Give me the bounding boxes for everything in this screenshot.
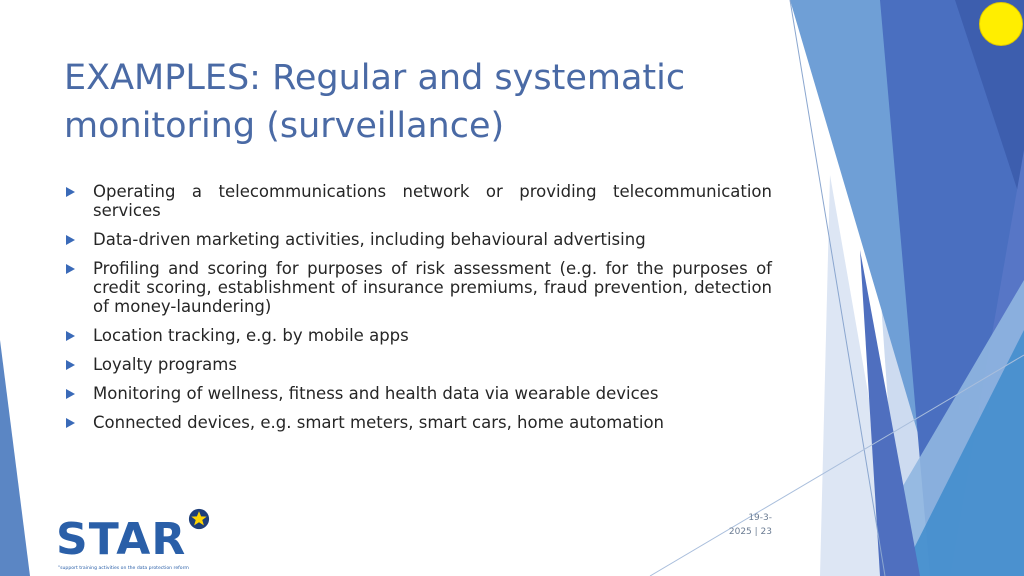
list-item bbox=[64, 355, 772, 374]
star-logo bbox=[56, 508, 216, 576]
list-item-text: Location tracking, e.g. by mobile apps bbox=[93, 326, 409, 345]
list-item-text: Loyalty programs bbox=[93, 355, 237, 374]
list-item bbox=[64, 182, 772, 220]
list-item-text: Operating a telecommunications network or providing telecommunication services bbox=[93, 182, 772, 220]
list-item-text: Profiling and scoring for purposes of risk assessment (e.g. for the purposes of credit scoring, establishment of insurance premiums, fraud prevention, detection of money-laundering) bbox=[93, 259, 772, 316]
page-title bbox=[64, 54, 744, 150]
logo-wordmark: STAR bbox=[56, 514, 187, 565]
arrow-bullet-icon bbox=[66, 389, 75, 399]
date-line-1: 19-3- bbox=[748, 513, 772, 523]
deco-left-sliver bbox=[0, 340, 30, 576]
date-line-2: 2025 | 23 bbox=[728, 527, 772, 537]
yellow-circle-icon bbox=[979, 2, 1023, 46]
arrow-bullet-icon bbox=[66, 187, 75, 197]
list-item-text: Monitoring of wellness, fitness and health data via wearable devices bbox=[93, 384, 659, 403]
slide-date-and-number bbox=[720, 511, 772, 539]
bullet-list bbox=[64, 182, 772, 442]
logo-tagline: "support training activities on the data protection reform bbox=[58, 566, 189, 571]
list-item-text: Connected devices, e.g. smart meters, smart cars, home automation bbox=[93, 413, 665, 432]
arrow-bullet-icon bbox=[66, 264, 75, 274]
list-item-text: Data-driven marketing activities, including behavioural advertising bbox=[93, 230, 646, 249]
arrow-bullet-icon bbox=[66, 360, 75, 370]
star-icon bbox=[188, 508, 210, 530]
list-item bbox=[64, 326, 772, 345]
title-line-2: monitoring (surveillance) bbox=[64, 106, 505, 146]
list-item bbox=[64, 384, 772, 403]
arrow-bullet-icon bbox=[66, 418, 75, 428]
title-line-1: EXAMPLES: Regular and systematic bbox=[64, 58, 686, 98]
list-item bbox=[64, 230, 772, 249]
arrow-bullet-icon bbox=[66, 235, 75, 245]
list-item bbox=[64, 413, 772, 432]
arrow-bullet-icon bbox=[66, 331, 75, 341]
list-item bbox=[64, 259, 772, 316]
